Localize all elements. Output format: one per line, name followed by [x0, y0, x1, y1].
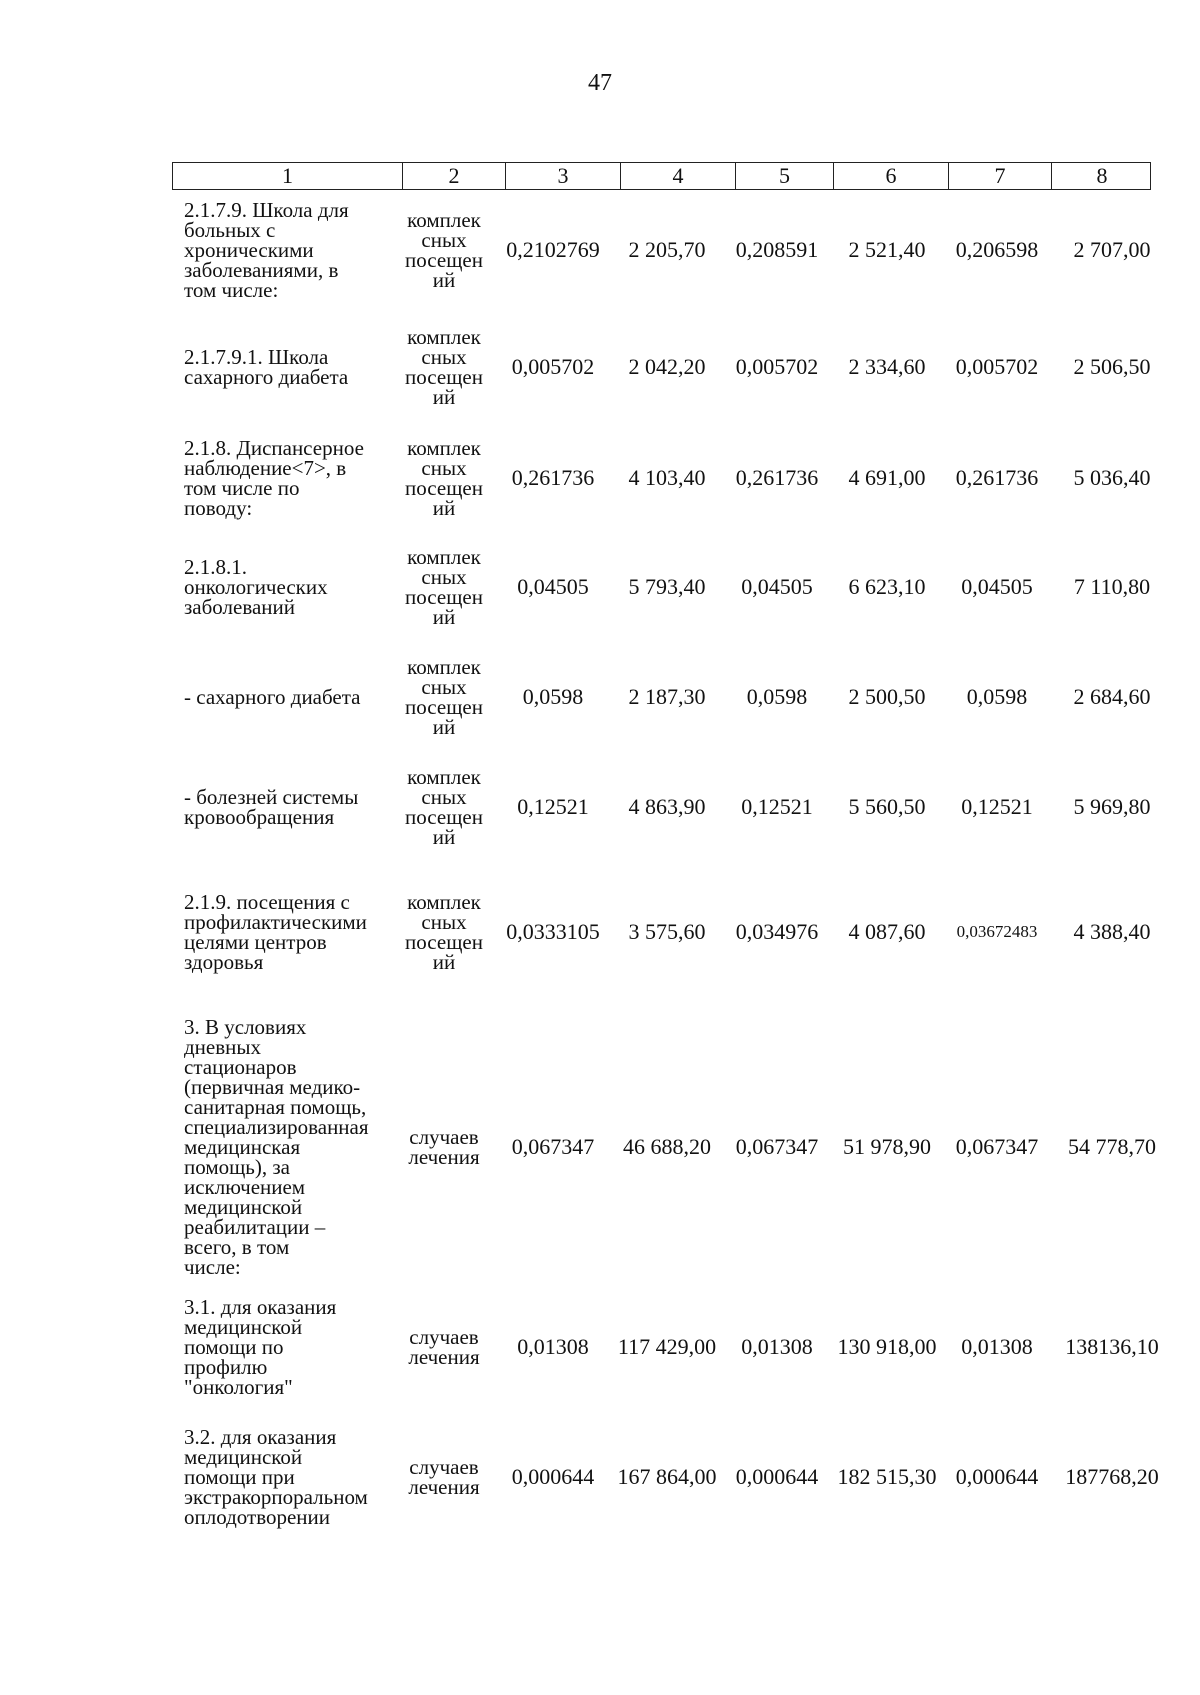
value-col-6: 2 500,50	[848, 684, 926, 709]
row-unit: случаев лечения	[408, 1125, 480, 1169]
row-unit: комплек сных посещен ий	[405, 655, 483, 739]
table-row	[172, 546, 1172, 628]
table-row	[172, 326, 1172, 408]
value-col-7: 0,01308	[961, 1334, 1033, 1359]
value-col-8: 54 778,70	[1068, 1134, 1156, 1159]
value-col-4: 2 187,30	[628, 684, 706, 709]
column-header-3: 3	[506, 163, 621, 189]
value-col-3: 0,000644	[511, 1464, 595, 1489]
value-col-4: 117 429,00	[617, 1334, 717, 1359]
value-col-7: 0,000644	[955, 1464, 1039, 1489]
value-col-6: 4 691,00	[848, 465, 926, 490]
row-unit: комплек сных посещен ий	[405, 765, 483, 849]
value-col-3: 0,067347	[511, 1134, 595, 1159]
value-col-4: 46 688,20	[623, 1134, 711, 1159]
value-col-7: 0,04505	[961, 574, 1033, 599]
value-col-7: 0,005702	[955, 354, 1039, 379]
column-header-8: 8	[1096, 163, 1108, 188]
value-col-5: 0,0598	[746, 684, 808, 709]
value-col-7: 0,03672483	[956, 922, 1038, 941]
column-header-5: 5	[736, 163, 834, 189]
row-unit: комплек сных посещен ий	[405, 208, 483, 292]
row-name: 2.1.7.9. Школа для больных с хроническими заболеваниями, в том числе:	[184, 198, 349, 302]
value-col-6: 6 623,10	[848, 574, 926, 599]
value-col-4: 2 205,70	[628, 237, 706, 262]
column-header-4: 4	[621, 163, 736, 189]
value-col-3: 0,04505	[517, 574, 589, 599]
value-col-3: 0,12521	[517, 794, 589, 819]
value-col-5: 0,034976	[735, 919, 819, 944]
value-col-3: 0,01308	[517, 1334, 589, 1359]
value-col-5: 0,000644	[735, 1464, 819, 1489]
value-col-4: 5 793,40	[628, 574, 706, 599]
row-name: - болезней системы кровообращения	[184, 785, 359, 829]
row-unit: комплек сных посещен ий	[405, 436, 483, 520]
table-header	[172, 162, 1151, 190]
row-name: 2.1.7.9.1. Школа сахарного диабета	[184, 345, 349, 389]
column-header-6: 6	[834, 163, 949, 189]
row-unit: случаев лечения	[408, 1325, 480, 1369]
value-col-7: 0,206598	[955, 237, 1039, 262]
value-col-8: 138136,10	[1065, 1334, 1159, 1359]
value-col-6: 5 560,50	[848, 794, 926, 819]
value-col-6: 4 087,60	[848, 919, 926, 944]
table-row	[172, 436, 1172, 520]
row-unit: комплек сных посещен ий	[405, 890, 483, 974]
value-col-8: 2 707,00	[1073, 237, 1151, 262]
value-col-4: 167 864,00	[617, 1464, 717, 1489]
table-row	[172, 656, 1172, 738]
value-col-7: 0,261736	[955, 465, 1039, 490]
value-col-8: 4 388,40	[1073, 919, 1151, 944]
row-unit: комплек сных посещен ий	[405, 325, 483, 409]
value-col-7: 0,067347	[955, 1134, 1039, 1159]
column-header-7: 7	[949, 163, 1052, 189]
value-col-5: 0,04505	[741, 574, 813, 599]
value-col-3: 0,2102769	[506, 237, 600, 262]
value-col-5: 0,01308	[741, 1334, 813, 1359]
value-col-3: 0,0598	[522, 684, 584, 709]
column-header-2: 2	[403, 163, 506, 189]
column-header-1: 1	[173, 163, 403, 189]
table-row	[172, 1426, 1172, 1528]
row-unit: комплек сных посещен ий	[405, 545, 483, 629]
row-name: - сахарного диабета	[184, 685, 361, 709]
value-col-5: 0,208591	[735, 237, 819, 262]
table-row	[172, 766, 1172, 848]
value-col-6: 2 334,60	[848, 354, 926, 379]
value-col-6: 51 978,90	[843, 1134, 931, 1159]
value-col-7: 0,0598	[966, 684, 1028, 709]
value-col-8: 5 036,40	[1073, 465, 1151, 490]
value-col-5: 0,005702	[735, 354, 819, 379]
value-col-8: 2 684,60	[1073, 684, 1151, 709]
value-col-4: 4 863,90	[628, 794, 706, 819]
table-row	[172, 890, 1172, 974]
value-col-8: 2 506,50	[1073, 354, 1151, 379]
value-col-8: 5 969,80	[1073, 794, 1151, 819]
row-unit: случаев лечения	[408, 1455, 480, 1499]
row-name: 2.1.9. посещения с профилактическими целями центров здоровья	[184, 890, 367, 974]
page-number: 47	[588, 70, 612, 96]
row-name: 3.2. для оказания медицинской помощи при экстракорпоральном оплодотворении	[184, 1425, 368, 1529]
value-col-8: 7 110,80	[1073, 574, 1151, 599]
table-row	[172, 1296, 1172, 1398]
value-col-6: 182 515,30	[837, 1464, 937, 1489]
value-col-3: 0,0333105	[506, 919, 600, 944]
row-name: 2.1.8. Диспансерное наблюдение<7>, в том числе по поводу:	[184, 436, 364, 520]
value-col-3: 0,005702	[511, 354, 595, 379]
value-col-5: 0,261736	[735, 465, 819, 490]
row-name: 3. В условиях дневных стационаров (первичная медико- санитарная помощь, специализированная медицинская помощь), за исключением медицинской реабилитации – всего, в том числе:	[184, 1015, 369, 1279]
row-name: 2.1.8.1. онкологических заболеваний	[184, 555, 328, 619]
value-col-7: 0,12521	[961, 794, 1033, 819]
value-col-4: 3 575,60	[628, 919, 706, 944]
value-col-4: 4 103,40	[628, 465, 706, 490]
table-row	[172, 1016, 1172, 1278]
row-name: 3.1. для оказания медицинской помощи по профилю "онкология"	[184, 1295, 337, 1399]
value-col-6: 130 918,00	[837, 1334, 937, 1359]
value-col-6: 2 521,40	[848, 237, 926, 262]
table-row	[172, 200, 1172, 300]
value-col-8: 187768,20	[1065, 1464, 1159, 1489]
value-col-5: 0,067347	[735, 1134, 819, 1159]
value-col-3: 0,261736	[511, 465, 595, 490]
value-col-5: 0,12521	[741, 794, 813, 819]
value-col-4: 2 042,20	[628, 354, 706, 379]
